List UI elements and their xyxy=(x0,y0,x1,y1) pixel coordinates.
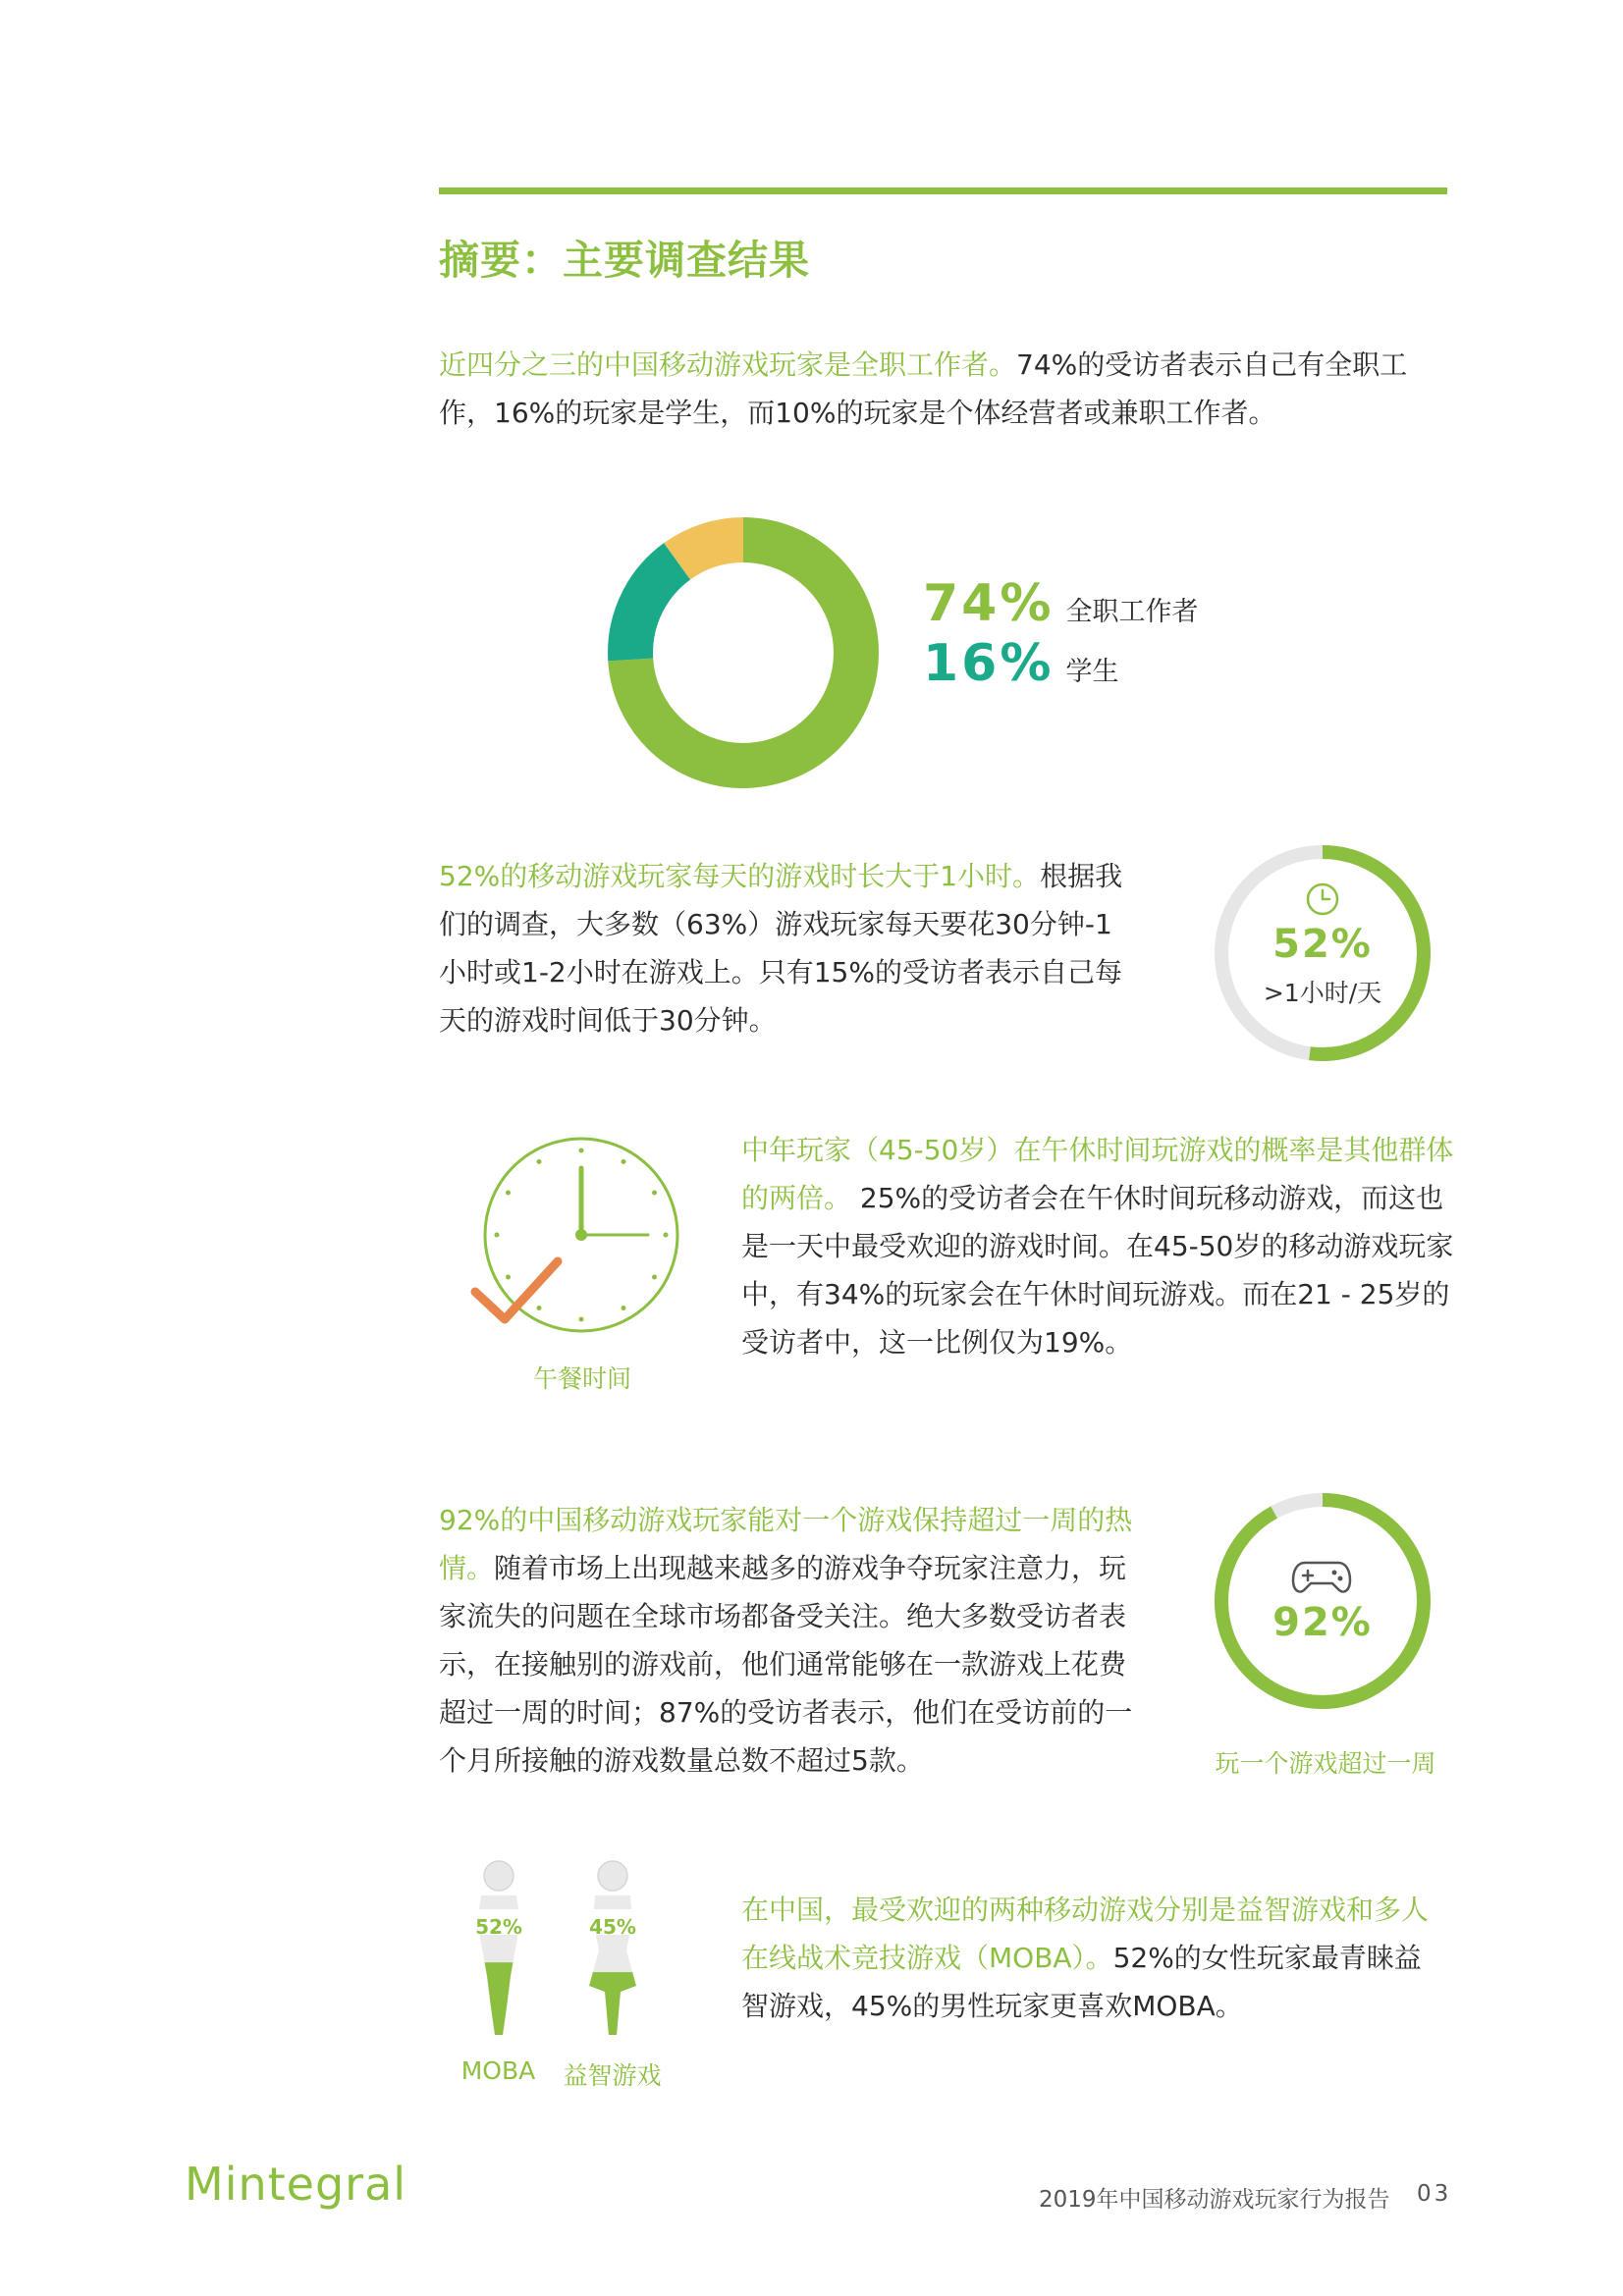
female-figure-icon xyxy=(463,1860,534,2056)
top-divider xyxy=(439,187,1447,194)
figure-body-fill xyxy=(463,1962,534,2039)
male-pct: 45% xyxy=(589,1915,636,1939)
page-title: 摘要：主要调查结果 xyxy=(439,237,810,284)
stat-student xyxy=(923,634,1118,693)
playtime-paragraph xyxy=(439,852,1126,1044)
playtime-highlight: 52%的移动游戏玩家每天的游戏时长大于1小时。 xyxy=(439,860,1041,892)
mintegral-logo: Mintegral xyxy=(185,2158,407,2211)
stat-student-label: 学生 xyxy=(1065,657,1119,687)
figure-body-fill xyxy=(577,1972,648,2039)
lunch-highlight: 中年玩家（45-50岁）在午休时间玩游戏的概率是其他群体的两倍。 xyxy=(741,1134,1454,1214)
stat-fulltime-label: 全职工作者 xyxy=(1065,597,1199,627)
male-figure-icon xyxy=(577,1860,648,2056)
genre-highlight: 在中国，最受欢迎的两种移动游戏分别是益智游戏和多人在线战术竞技游戏（MOBA）。 xyxy=(741,1894,1430,1974)
genre-text: 52%的女性玩家最青睐益智游戏，45%的男性玩家更喜欢MOBA。 xyxy=(741,1942,1422,2022)
retention-paragraph xyxy=(439,1496,1146,1785)
lunch-paragraph xyxy=(741,1126,1458,1366)
stat-student-pct: 16% xyxy=(923,634,1055,693)
intro-text: 74%的受访者表示自己有全职工作，16%的玩家是学生，而10%的玩家是个体经营者或兼职工作者。 xyxy=(439,348,1408,429)
clock-check-icon xyxy=(461,1129,697,1345)
figure-head xyxy=(598,1861,627,1891)
male-genre-label: 益智游戏 xyxy=(563,2061,662,2090)
stat-fulltime-pct: 74% xyxy=(923,574,1055,633)
playtime-ring-pct: 52% xyxy=(1272,922,1373,967)
footer-report-title: 2019年中国移动游戏玩家行为报告 xyxy=(1039,2187,1390,2213)
intro-paragraph xyxy=(439,341,1450,437)
retention-highlight: 92%的中国移动游戏玩家能对一个游戏保持超过一周的热情。 xyxy=(439,1504,1133,1584)
lunch-text: 25%的受访者会在午休时间玩移动游戏，而这也是一天中最受欢迎的游戏时间。在45-50岁的移动游戏玩家中，有34%的玩家会在午休时间玩游戏。而在21 - 25岁的受访者中，这一比例仅为19%。 xyxy=(741,1182,1454,1359)
intro-highlight: 近四分之三的中国移动游戏玩家是全职工作者。 xyxy=(439,348,1017,381)
lunch-graphic-label: 午餐时间 xyxy=(532,1364,631,1393)
retention-text: 随着市场上出现越来越多的游戏争夺玩家注意力，玩家流失的问题在全球市场都备受关注。绝大多数受访者表示，在接触别的游戏前，他们通常能够在一款游戏上花费超过一周的时间；87%的受访者表示，他们在受访前的一个月所接触的游戏数量总数不超过5款。 xyxy=(439,1552,1133,1777)
female-pct: 52% xyxy=(475,1915,522,1939)
playtime-ring-label: >1小时/天 xyxy=(1263,979,1382,1007)
playtime-text: 根据我们的调查，大多数（63%）游戏玩家每天要花30分钟-1小时或1-2小时在游戏上。只有15%的受访者表示自己每天的游戏时间低于30分钟。 xyxy=(439,860,1123,1037)
gamepad-icon xyxy=(1291,1557,1352,1596)
page-number: 03 xyxy=(1417,2181,1452,2207)
stat-fulltime xyxy=(923,574,1198,633)
retention-ring-label: 玩一个游戏超过一周 xyxy=(1215,1749,1436,1778)
genre-paragraph xyxy=(741,1886,1448,2030)
clock-icon xyxy=(1305,881,1340,917)
figure-head xyxy=(484,1861,514,1891)
female-genre-label: MOBA xyxy=(460,2056,536,2085)
retention-ring-pct: 92% xyxy=(1272,1600,1373,1645)
employment-donut-chart xyxy=(601,510,886,795)
